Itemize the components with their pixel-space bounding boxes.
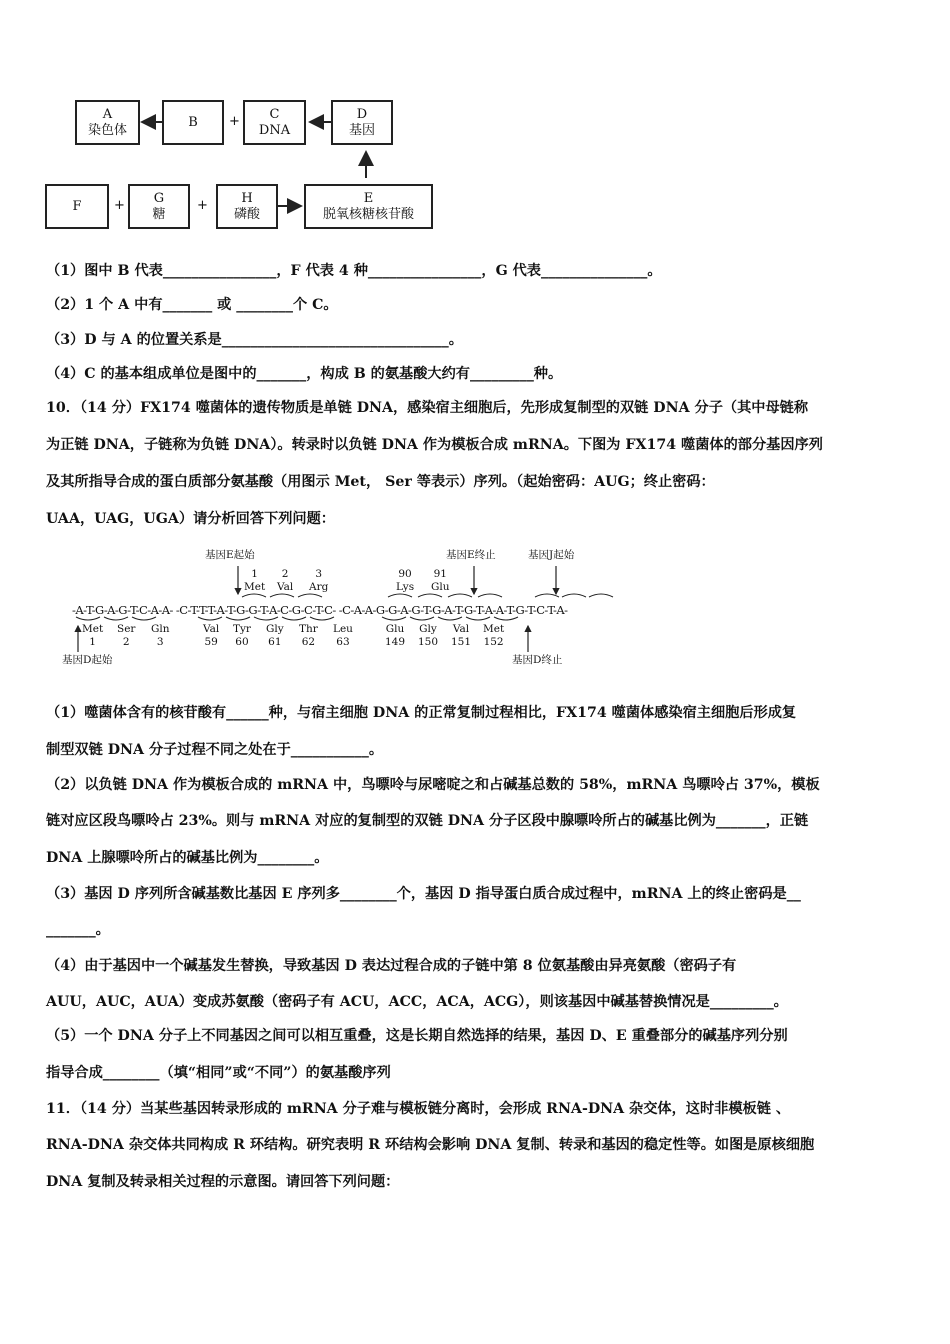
aa-number: 151 [451, 636, 472, 648]
box-e-label: 脱氧核糖核苷酸 [322, 206, 414, 222]
top-aa-90 [396, 568, 414, 594]
aa-name: Met [244, 581, 266, 593]
gene-e-start-label: 基因E起始 [205, 549, 255, 561]
q11-line: DNA 复制及转录相关过程的示意图。请回答下列问题： [46, 1174, 400, 1190]
q10-item-3-cont: _______。 [46, 922, 110, 938]
aa-number: 150 [418, 636, 439, 648]
q9-item-4: （4）C 的基本组成单位是图中的_______，构成 B 的氨基酸大约有_________种。 [46, 366, 563, 382]
aa-name: Lys [396, 581, 415, 593]
bottom-aa [451, 623, 471, 649]
aa-name: Thr [299, 623, 318, 635]
aa-name: Leu [333, 623, 353, 635]
box-g-letter: G [153, 190, 165, 206]
q10-intro-line: UAA，UAG，UGA）请分析回答下列问题： [46, 511, 335, 527]
q10-item-2-cont: DNA 上腺嘌呤所占的碱基比例为________。 [46, 850, 329, 866]
bottom-aa [418, 623, 438, 649]
aa-number: 149 [385, 636, 406, 648]
box-d-label: 基因 [348, 122, 375, 138]
dna-sequence: -A-T-G-A-G-T-C-A-A- -C-T-T-T-A-T-G-G-T-A-C-G-C-T-C- -C-A-A-G-G-A-G-T-G-A-T-G-T-A-A-T-G-T-C-T-A- [72, 603, 568, 617]
aa-name: Ser [117, 623, 136, 635]
gene-d-start-label: 基因D起始 [62, 654, 113, 666]
box-c-letter: C [269, 106, 280, 122]
aa-name: Gln [151, 623, 170, 635]
aa-number: 63 [336, 636, 350, 648]
q10-intro-line: 10．（14 分）FX174 噬菌体的遗传物质是单链 DNA，感染宿主细胞后，先形成复制型的双链 DNA 分子（其中母链称 [46, 400, 809, 416]
bottom-aa [385, 623, 405, 649]
top-aa-3 [309, 568, 328, 594]
top-aa-91 [431, 568, 450, 594]
gene-d-stop-label: 基因D终止 [512, 654, 563, 666]
box-e-letter: E [363, 190, 374, 206]
aa-number: 91 [433, 568, 447, 580]
aa-number: 1 [251, 568, 258, 580]
aa-name: Arg [309, 581, 329, 593]
bottom-aa [117, 623, 135, 649]
aa-name: Glu [385, 623, 405, 635]
aa-number: 61 [268, 636, 282, 648]
bottom-aa [203, 623, 219, 649]
bottom-aa [483, 623, 504, 649]
aa-name: Tyr [233, 623, 251, 635]
box-b-letter: B [188, 114, 198, 130]
aa-name: Gly [266, 623, 284, 635]
q10-item-5-cont: 指导合成________（填“相同”或“不同”）的氨基酸序列 [46, 1065, 391, 1081]
gene-j-start-label: 基因J起始 [528, 549, 575, 561]
gene-e-stop-label: 基因E终止 [446, 549, 496, 561]
box-a-label: 染色体 [87, 122, 127, 138]
aa-number: 59 [204, 636, 218, 648]
q10-item-1: （1）噬菌体含有的核苷酸有______种，与宿主细胞 DNA 的正常复制过程相比，FX174 噬菌体感染宿主细胞后形成复 [46, 705, 797, 721]
aa-name: Gly [419, 623, 437, 635]
plus-sign: + [197, 198, 208, 213]
aa-name: Met [82, 623, 104, 635]
q11-line: 11．（14 分）当某些基因转录形成的 mRNA 分子难与模板链分离时，会形成 RNA-DNA 杂交体，这时非模板链 、 [46, 1101, 791, 1117]
box-h-label: 磷酸 [233, 206, 260, 222]
bottom-aa [266, 623, 284, 649]
q10-item-4: （4）由于基因中一个碱基发生替换，导致基因 D 表达过程合成的子链中第 8 位氨基酸由异亮氨酸（密码子有 [46, 958, 737, 974]
aa-name: Val [203, 623, 220, 635]
top-aa-2 [277, 568, 293, 594]
q10-item-3: （3）基因 D 序列所含碱基数比基因 E 序列多________个，基因 D 指导蛋白质合成过程中，mRNA 上的终止密码是__ [46, 886, 801, 902]
aa-name: Val [452, 623, 470, 635]
aa-number: 90 [398, 568, 412, 580]
q10-item-4-cont: AUU，AUC，AUA）变成苏氨酸（密码子有 ACU，ACC，ACA，ACG），则该基因中碱基替换情况是_________。 [46, 994, 788, 1010]
bottom-aa [233, 623, 251, 649]
bottom-aa [151, 623, 170, 649]
bottom-aa [299, 623, 318, 649]
aa-name: Glu [431, 581, 450, 593]
aa-number: 62 [301, 636, 316, 648]
box-g-label: 糖 [152, 206, 166, 222]
q10-item-2: （2）以负链 DNA 作为模板合成的 mRNA 中，鸟嘌呤与尿嘧啶之和占碱基总数的 58%，mRNA 鸟嘌呤占 37%，模板 [46, 777, 820, 793]
plus-sign: + [229, 114, 240, 129]
aa-number: 3 [156, 636, 164, 648]
box-h-letter: H [241, 190, 253, 206]
box-f-letter: F [72, 198, 82, 214]
box-c-label: DNA [258, 122, 291, 138]
q10-intro-line: 为正链 DNA，子链称为负链 DNA）。转录时以负链 DNA 作为模板合成 mRNA。下图为 FX174 噬菌体的部分基因序列 [46, 437, 823, 453]
plus-sign: + [114, 198, 125, 213]
q9-item-2: （2）1 个 A 中有_______ 或 ________个 C。 [46, 297, 338, 313]
q9-item-1: （1）图中 B 代表________________，F 代表 4 种________________，G 代表_______________。 [46, 263, 662, 279]
aa-name: Val [277, 581, 294, 593]
q9-item-3: （3）D 与 A 的位置关系是________________________________。 [46, 332, 463, 348]
q10-item-5: （5）一个 DNA 分子上不同基因之间可以相互重叠，这是长期自然选择的结果，基因 D、E 重叠部分的碱基序列分别 [46, 1028, 788, 1044]
aa-number: 2 [122, 636, 130, 648]
q10-item-1-cont: 制型双链 DNA 分子过程不同之处在于___________。 [46, 742, 384, 758]
q10-intro-line: 及其所指导合成的蛋白质部分氨基酸（用图示 Met， Ser 等表示）序列。（起始密码：AUG；终止密码： [46, 474, 715, 490]
q11-line: RNA-DNA 杂交体共同构成 R 环结构。研究表明 R 环结构会影响 DNA 复制、转录和基因的稳定性等。如图是原核细胞 [46, 1137, 815, 1153]
box-d-letter: D [356, 106, 368, 122]
q10-item-2-cont: 链对应区段鸟嘌呤占 23%。则与 mRNA 对应的复制型的双链 DNA 分子区段中腺嘌呤所占的碱基比例为_______，正链 [46, 813, 809, 829]
aa-number: 3 [315, 568, 322, 580]
bottom-aa [333, 623, 353, 649]
top-aa-1 [244, 568, 265, 594]
aa-number: 60 [235, 636, 249, 648]
box-a-letter: A [102, 106, 113, 122]
aa-number: 152 [483, 636, 504, 648]
bottom-aa [82, 623, 103, 649]
aa-number: 1 [89, 636, 96, 648]
aa-number: 2 [281, 568, 289, 580]
aa-name: Met [483, 623, 505, 635]
